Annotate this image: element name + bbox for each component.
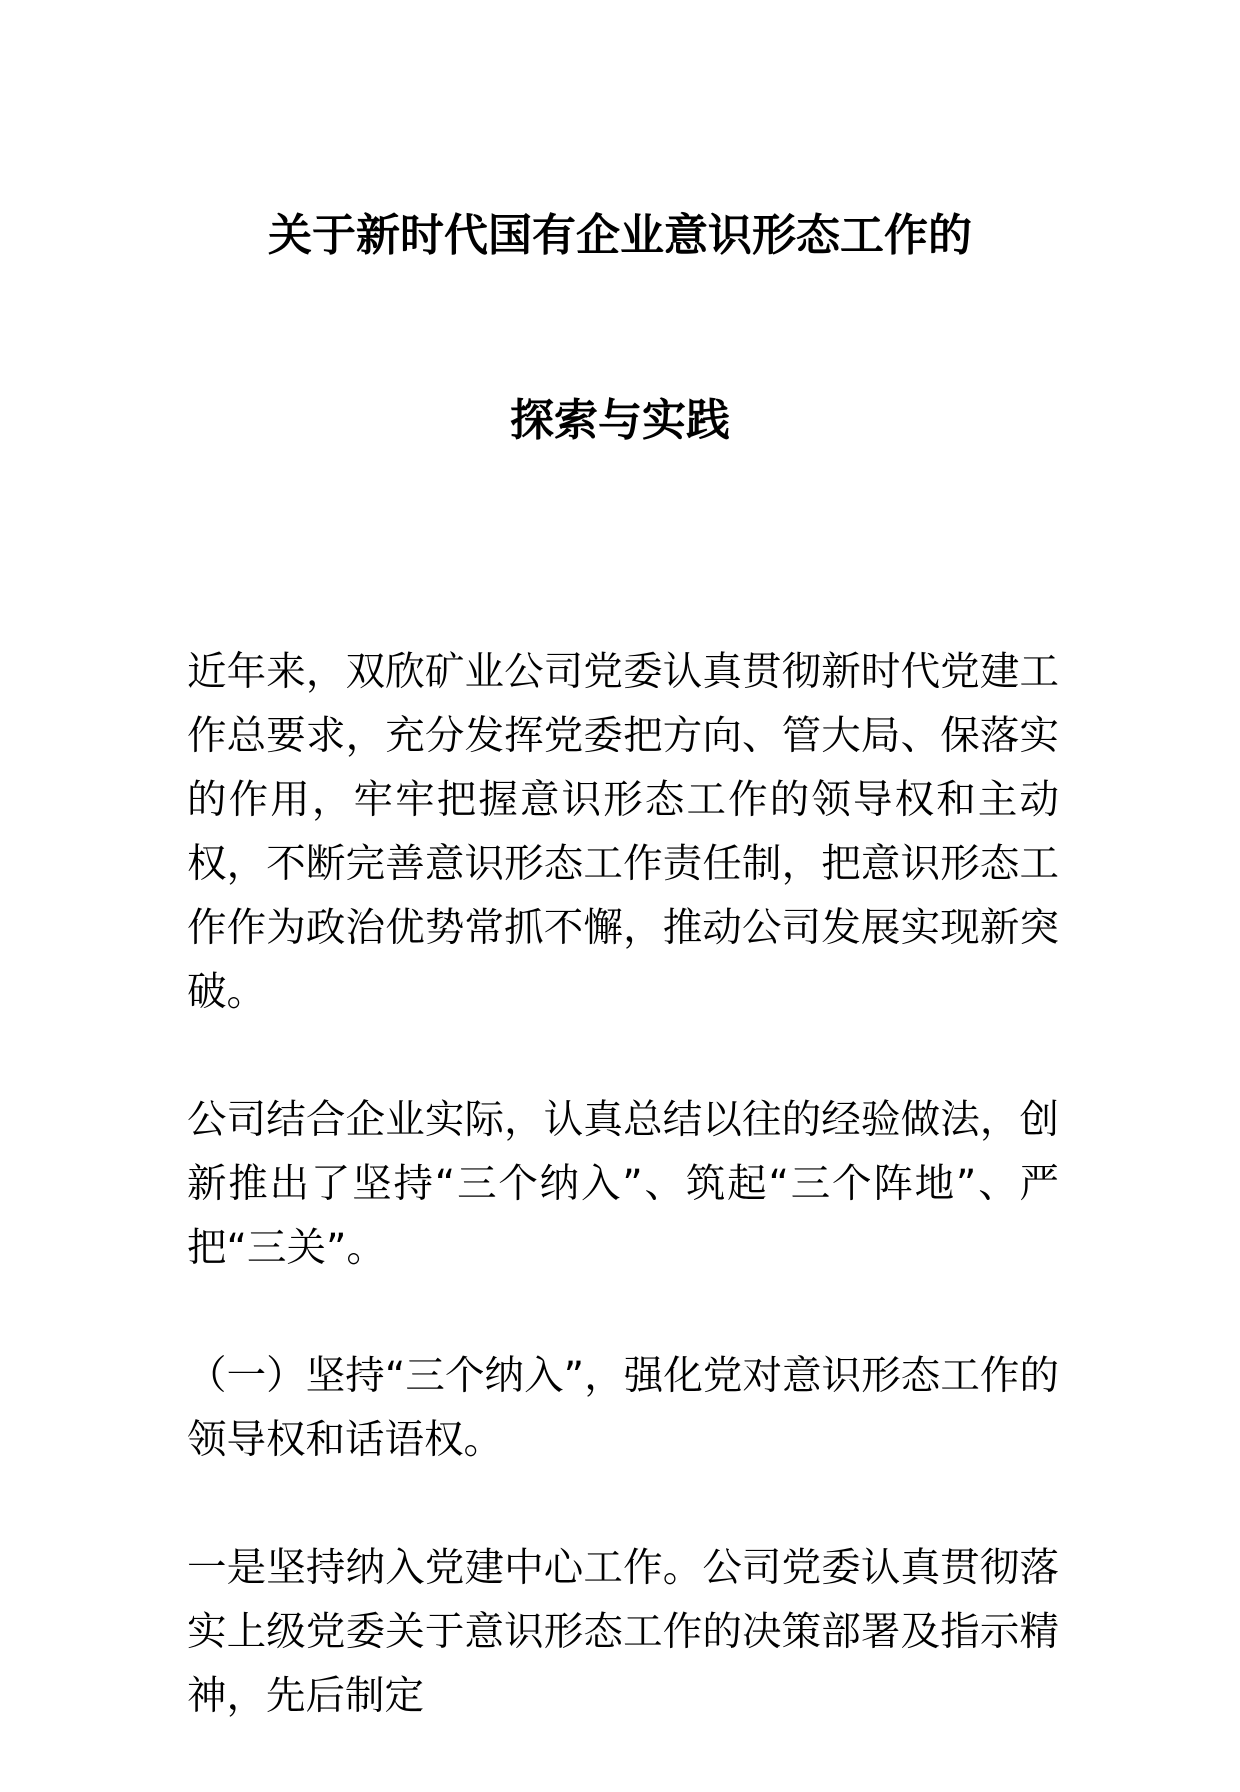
document-body: [187, 640, 1059, 1792]
document-title-line-2: 探索与实践: [510, 395, 730, 446]
paragraph-intro: 近年来，双欣矿业公司党委认真贯彻新时代党建工作总要求，充分发挥党委把方向、管大局、保落实的作用，牢牢把握意识形态工作的领导权和主动权，不断完善意识形态工作责任制，把意识形态工作作为政治优势常抓不懈，推动公司发展实现新突破。: [187, 649, 1059, 1015]
section-heading-1: （一）坚持“三个纳入”，强化党对意识形态工作的领导权和话语权。: [187, 1353, 1059, 1463]
paragraph-point-1: 一是坚持纳入党建中心工作。公司党委认真贯彻落实上级党委关于意识形态工作的决策部署及指示精神，先后制定: [187, 1545, 1059, 1719]
paragraph-summary: 公司结合企业实际，认真总结以往的经验做法，创新推出了坚持“三个纳入”、筑起“三个阵地”、严把“三关”。: [187, 1097, 1059, 1271]
document-title-line-1: 关于新时代国有企业意识形态工作的: [268, 210, 972, 261]
